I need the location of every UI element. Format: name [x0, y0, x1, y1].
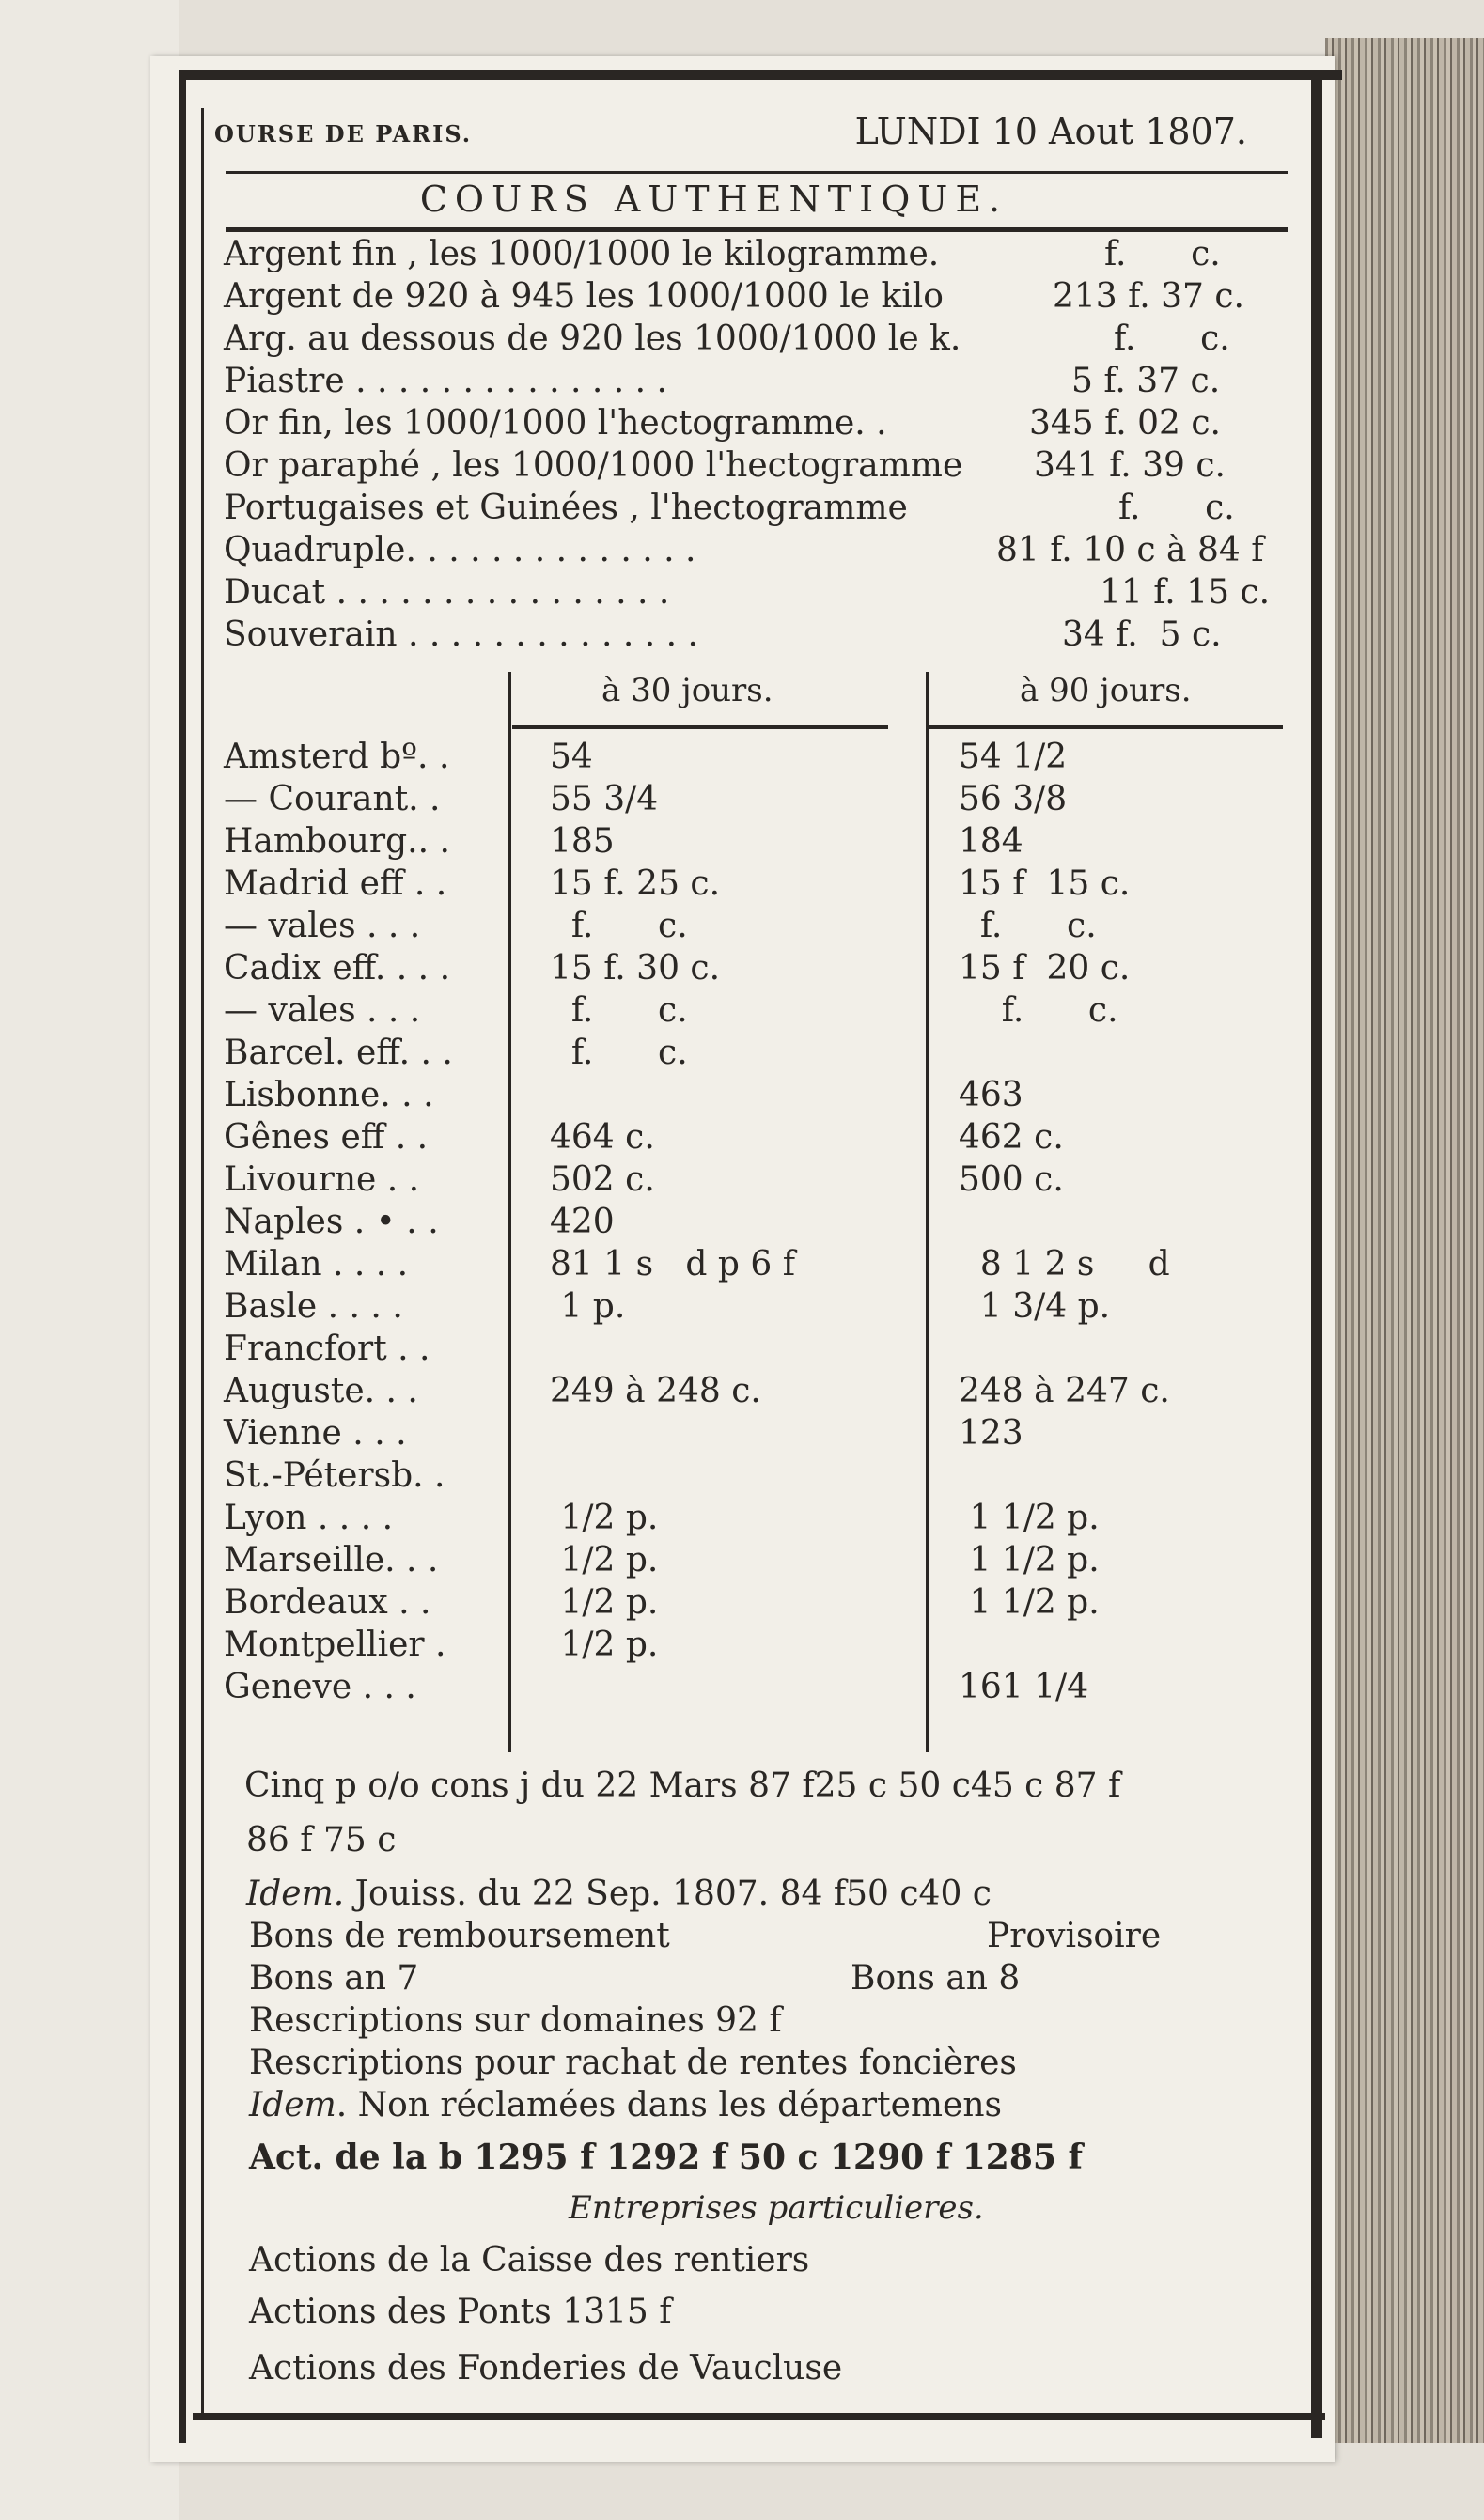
column-divider-left — [508, 672, 511, 1752]
rate-90-days: 123 — [959, 1414, 1023, 1453]
footer-actions-ponts: Actions des Ponts 1315 f — [249, 2293, 672, 2331]
rate-30-days: 1/2 p. — [550, 1499, 659, 1537]
metal-value: 34 f. 5 c. — [1062, 615, 1222, 654]
city-name: Basle . . . . — [224, 1287, 403, 1326]
city-name: Livourne . . — [224, 1160, 420, 1199]
col-30-rule — [512, 725, 888, 729]
rate-30-days: 1 p. — [550, 1287, 626, 1326]
metal-value: 81 f. 10 c à 84 f — [996, 531, 1264, 569]
city-name: — vales . . . — [224, 991, 421, 1030]
city-name: Lisbonne. . . — [224, 1076, 434, 1114]
metal-label: Argent de 920 à 945 les 1000/1000 le kilo — [224, 277, 944, 316]
col-30-header: à 30 jours. — [601, 672, 773, 709]
rate-90-days: 15 f 15 c. — [959, 864, 1131, 903]
header-rule — [226, 171, 1288, 174]
rate-90-days: f. c. — [959, 907, 1097, 945]
rate-30-days: 420 — [550, 1203, 615, 1241]
rate-90-days: 54 1/2 — [959, 738, 1068, 776]
rate-90-days: 1 1/2 p. — [959, 1499, 1100, 1537]
section-entreprises: Entreprises particulieres. — [569, 2189, 984, 2227]
rate-90-days: 248 à 247 c. — [959, 1372, 1170, 1410]
rate-30-days: 1/2 p. — [550, 1626, 659, 1664]
footer-rescriptions-rachat: Rescriptions pour rachat de rentes foncières — [249, 2044, 1017, 2082]
city-name: Naples . • . . — [224, 1203, 439, 1241]
city-name: Francfort . . — [224, 1330, 430, 1368]
footer-line-cinq-cont: 86 f 75 c — [246, 1821, 397, 1859]
metal-label: Or paraphé , les 1000/1000 l'hectogramme — [224, 446, 963, 485]
city-name: Amsterd bº. . — [224, 738, 450, 776]
book-page-edges — [1325, 38, 1484, 2443]
rate-30-days: f. c. — [550, 991, 688, 1030]
footer-act-banque: Act. de la b 1295 f 1292 f 50 c 1290 f 1285 f — [249, 2138, 1083, 2177]
col-90-rule — [926, 725, 1283, 729]
footer-line-cinq: Cinq p o/o cons j du 22 Mars 87 f25 c 50 c45 c 87 f — [244, 1766, 1121, 1805]
rate-30-days: 81 1 s d p 6 f — [550, 1245, 796, 1283]
rate-90-days: 1 1/2 p. — [959, 1541, 1100, 1579]
rate-90-days: 56 3/8 — [959, 780, 1068, 818]
metal-label: Piastre . . . . . . . . . . . . . . . — [224, 362, 667, 400]
city-name: — vales . . . — [224, 907, 421, 945]
city-name: Gênes eff . . — [224, 1118, 429, 1157]
footer-idem-non-reclamees: Idem. Non réclamées dans les départemens — [249, 2086, 1003, 2124]
city-name: Geneve . . . — [224, 1668, 416, 1706]
rate-30-days: 1/2 p. — [550, 1583, 659, 1622]
city-name: Madrid eff . . — [224, 864, 447, 903]
metal-label: Or fin, les 1000/1000 l'hectogramme. . — [224, 404, 887, 443]
rate-90-days: 8 1 2 s d — [959, 1245, 1170, 1283]
rate-90-days: f. c. — [959, 991, 1118, 1030]
metal-label: Portugaises et Guinées , l'hectogramme — [224, 489, 908, 527]
city-name: — Courant. . — [224, 780, 441, 818]
rate-90-days: 15 f 20 c. — [959, 949, 1131, 988]
border-inner-left — [201, 108, 204, 2419]
footer-bons-remboursement: Bons de remboursement — [249, 1917, 670, 1955]
city-name: Vienne . . . — [224, 1414, 407, 1453]
header-left-text: OURSE DE PARIS. — [214, 120, 473, 148]
rate-30-days: 54 — [550, 738, 593, 776]
rate-90-days: 463 — [959, 1076, 1023, 1114]
rate-90-days: 500 c. — [959, 1160, 1064, 1199]
col-90-header: à 90 jours. — [1020, 672, 1192, 709]
border-frame-bottom — [193, 2413, 1325, 2420]
footer-caisse-rentiers: Actions de la Caisse des rentiers — [249, 2241, 810, 2279]
page-title: COURS AUTHENTIQUE. — [419, 179, 1008, 220]
footer-fonderies-vaucluse: Actions des Fonderies de Vaucluse — [249, 2349, 843, 2388]
city-name: Hambourg.. . — [224, 822, 450, 861]
city-name: Lyon . . . . — [224, 1499, 394, 1537]
rate-30-days: 502 c. — [550, 1160, 655, 1199]
footer-bons-an-7: Bons an 7 — [249, 1959, 419, 1998]
metal-value: 11 f. 15 c. — [1100, 573, 1271, 612]
rate-30-days: 1/2 p. — [550, 1541, 659, 1579]
rate-90-days: 1 1/2 p. — [959, 1583, 1100, 1622]
metal-value: 5 f. 37 c. — [1071, 362, 1221, 400]
city-name: Milan . . . . — [224, 1245, 409, 1283]
metal-value: f. c. — [1104, 235, 1221, 273]
footer-provisoire: Provisoire — [987, 1917, 1162, 1955]
city-name: Auguste. . . — [224, 1372, 418, 1410]
footer-bons-an-8: Bons an 8 — [851, 1959, 1021, 1998]
rate-90-days: 1 3/4 p. — [959, 1287, 1111, 1326]
city-name: St.-Pétersb. . — [224, 1456, 445, 1495]
rate-90-days: 184 — [959, 822, 1023, 861]
metal-label: Argent fin , les 1000/1000 le kilogramme. — [224, 235, 940, 273]
metal-value: 345 f. 02 c. — [1029, 404, 1221, 443]
metal-value: 341 f. 39 c. — [1034, 446, 1226, 485]
city-name: Cadix eff. . . . — [224, 949, 451, 988]
rate-30-days: f. c. — [550, 1034, 688, 1072]
metal-value: f. c. — [1114, 319, 1230, 358]
metal-label: Ducat . . . . . . . . . . . . . . . . — [224, 573, 670, 612]
border-frame-right — [1311, 70, 1322, 2438]
rate-90-days: 161 1/4 — [959, 1668, 1089, 1706]
rate-90-days: 462 c. — [959, 1118, 1064, 1157]
metal-label: Arg. au dessous de 920 les 1000/1000 le k. — [224, 319, 961, 358]
metal-value: 213 f. 37 c. — [1053, 277, 1244, 316]
rate-30-days: 249 à 248 c. — [550, 1372, 761, 1410]
city-name: Marseille. . . — [224, 1541, 439, 1579]
metal-label: Souverain . . . . . . . . . . . . . . — [224, 615, 698, 654]
footer-rescriptions-domaines: Rescriptions sur domaines 92 f — [249, 2001, 782, 2040]
rate-30-days: f. c. — [550, 907, 688, 945]
city-name: Montpellier . — [224, 1626, 446, 1664]
rate-30-days: 185 — [550, 822, 615, 861]
rate-30-days: 15 f. 30 c. — [550, 949, 721, 988]
rate-30-days: 55 3/4 — [550, 780, 659, 818]
column-divider-right — [926, 672, 929, 1752]
metal-label: Quadruple. . . . . . . . . . . . . . — [224, 531, 696, 569]
metal-value: f. c. — [1118, 489, 1235, 527]
title-rule — [226, 227, 1288, 232]
city-name: Barcel. eff. . . — [224, 1034, 453, 1072]
footer-line-idem-jouiss: Idem. Jouiss. du 22 Sep. 1807. 84 f50 c40 c — [246, 1874, 992, 1913]
city-name: Bordeaux . . — [224, 1583, 431, 1622]
header-date: LUNDI 10 Aout 1807. — [854, 111, 1247, 152]
rate-30-days: 15 f. 25 c. — [550, 864, 721, 903]
rate-30-days: 464 c. — [550, 1118, 655, 1157]
